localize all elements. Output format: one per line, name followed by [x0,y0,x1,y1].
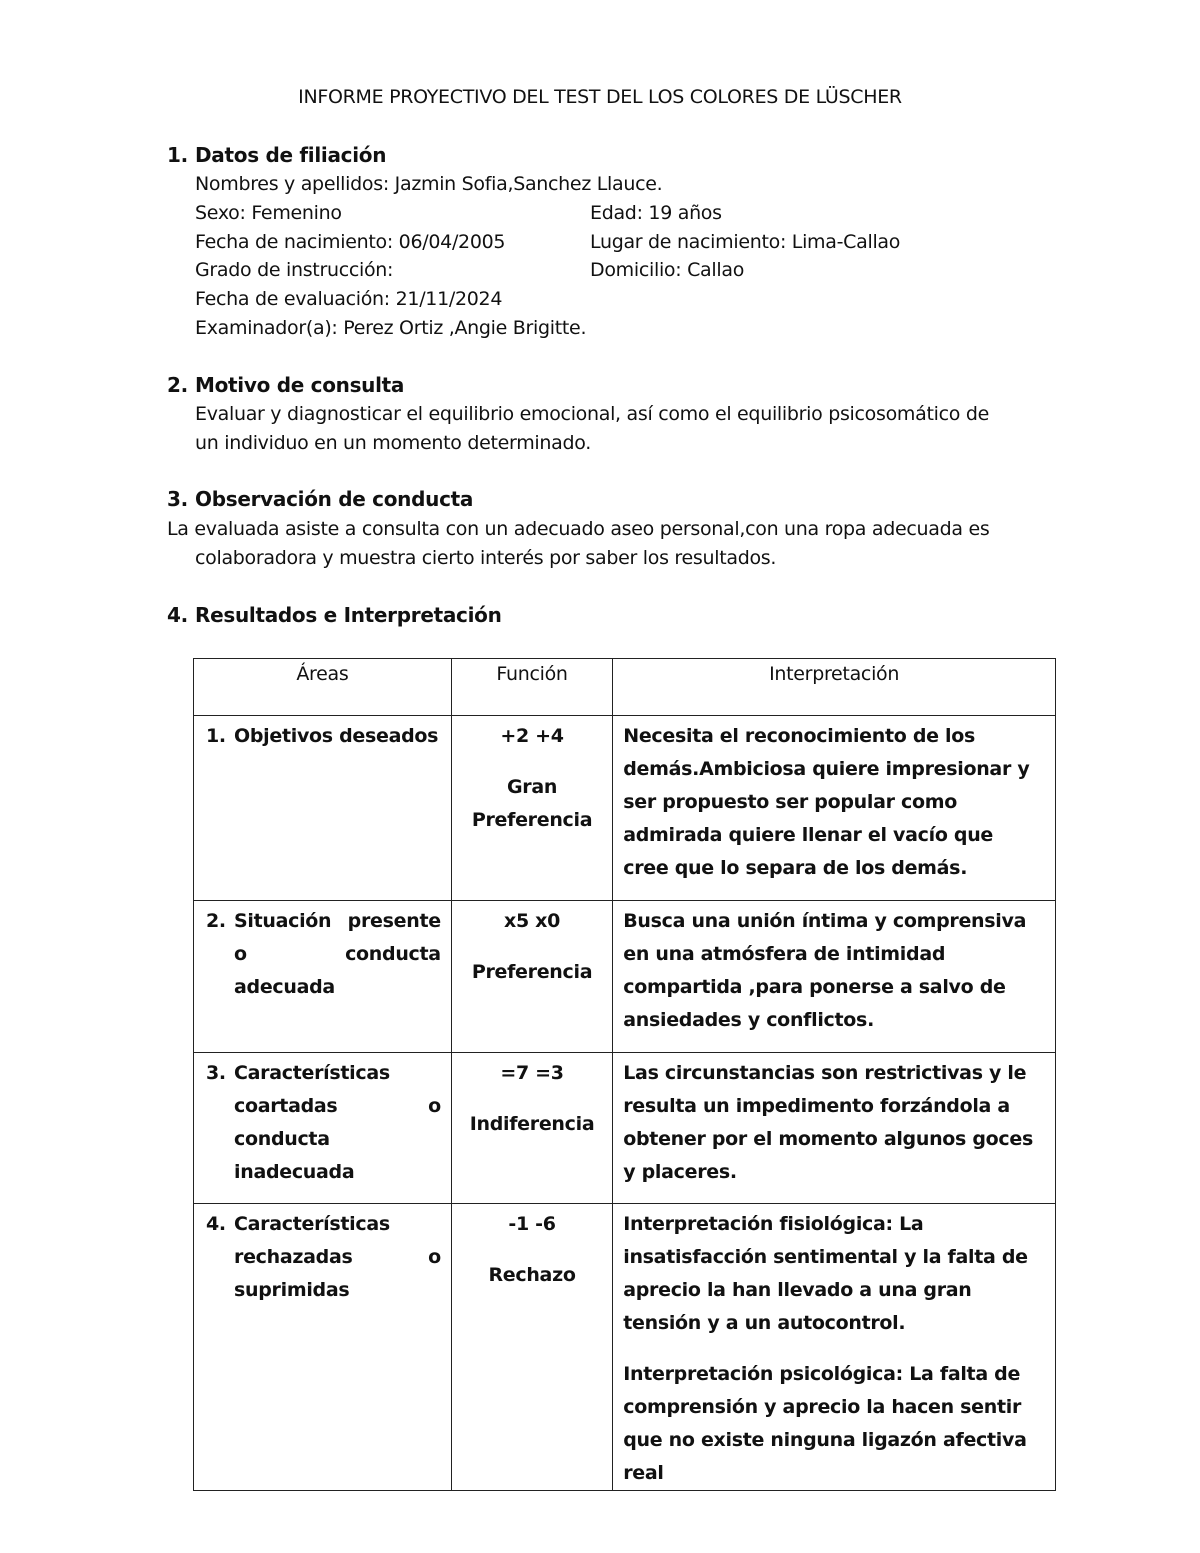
document-title: INFORME PROYECTIVO DEL TEST DEL LOS COLORES DE LÜSCHER [298,86,902,108]
interpretation-text: Interpretación fisiológica: La insatisfacción sentimental y la falta de aprecio la han llevado a una gran tensión y a un autocontrol. [623,1213,1028,1334]
function-label: Indiferencia [469,1113,595,1135]
area-cell [194,901,452,1053]
table-row [194,1204,1056,1491]
function-code: x5 x0 [503,910,561,932]
function-label: Gran Preferencia [471,776,593,831]
area-label: Características coartadas o conducta inadecuada [234,1062,441,1183]
interpretation-cell [613,901,1056,1053]
table-row [194,1053,1056,1204]
field-edad: Edad: 19 años [590,202,722,224]
area-label: Situación presente o conducta adecuada [234,910,441,998]
header-funcion: Función [451,659,612,716]
section-number: 4. [167,603,188,627]
motivo-text-line: Evaluar y diagnosticar el equilibrio emocional, así como el equilibrio psicosomático de [195,403,989,425]
area-cell [194,1204,452,1491]
function-code: =7 =3 [500,1062,564,1084]
section-heading-motivo [167,373,404,397]
area-cell [194,716,452,901]
interpretation-text: Las circunstancias son restrictivas y le resulta un impedimento forzándola a obtener por el momento algunos goces y placeres. [623,1062,1033,1183]
area-number: 1. [206,725,226,747]
area-number: 2. [206,910,226,932]
interpretation-cell [613,1053,1056,1204]
header-areas: Áreas [194,659,452,716]
field-fecha-evaluacion: Fecha de evaluación: 21/11/2024 [195,288,503,310]
function-cell [451,716,612,901]
field-grado: Grado de instrucción: [195,259,394,281]
section-title: Resultados e Interpretación [195,603,502,627]
section-heading-observacion [167,487,473,511]
table-row [194,716,1056,901]
function-label: Preferencia [471,961,593,983]
section-number: 2. [167,373,188,397]
field-examinador: Examinador(a): Perez Ortiz ,Angie Brigitte. [195,317,587,339]
field-domicilio: Domicilio: Callao [590,259,745,281]
function-code: +2 +4 [500,725,564,747]
motivo-text-line: un individuo en un momento determinado. [195,432,591,454]
header-interpretacion: Interpretación [613,659,1056,716]
function-cell [451,1204,612,1491]
area-number: 3. [206,1062,226,1084]
area-label: Objetivos deseados [234,725,439,747]
observacion-text-line: La evaluada asiste a consulta con un adecuado aseo personal,con una ropa adecuada es [167,518,990,540]
field-lugar-nacimiento: Lugar de nacimiento: Lima-Callao [590,231,901,253]
section-title: Observación de conducta [195,487,474,511]
observacion-text-line: colaboradora y muestra cierto interés por saber los resultados. [195,547,777,569]
area-number: 4. [206,1213,226,1235]
section-heading-resultados [167,603,502,627]
table-row [194,901,1056,1053]
table-header-row [194,659,1056,716]
field-sexo: Sexo: Femenino [195,202,342,224]
function-cell [451,1053,612,1204]
interpretation-cell [613,1204,1056,1491]
section-number: 3. [167,487,188,511]
function-code: -1 -6 [508,1213,556,1235]
section-heading-datos [167,143,386,167]
section-title: Datos de filiación [195,143,387,167]
interpretation-text-secondary: Interpretación psicológica: La falta de comprensión y aprecio la hacen sentir que no existe ninguna ligazón afectiva real [623,1363,1027,1484]
section-number: 1. [167,143,188,167]
results-table [193,658,1056,1491]
field-fecha-nacimiento: Fecha de nacimiento: 06/04/2005 [195,231,506,253]
interpretation-text: Necesita el reconocimiento de los demás.Ambiciosa quiere impresionar y ser propuesto ser popular como admirada quiere llenar el vacío que cree que lo separa de los demás. [623,725,1030,879]
field-nombres: Nombres y apellidos: Jazmin Sofia,Sanchez Llauce. [195,173,663,195]
area-cell [194,1053,452,1204]
interpretation-cell [613,716,1056,901]
section-title: Motivo de consulta [195,373,405,397]
interpretation-text: Busca una unión íntima y comprensiva en una atmósfera de intimidad compartida ,para ponerse a salvo de ansiedades y conflictos. [623,910,1027,1031]
function-label: Rechazo [488,1264,576,1286]
function-cell [451,901,612,1053]
area-label: Características rechazadas o suprimidas [234,1213,441,1301]
